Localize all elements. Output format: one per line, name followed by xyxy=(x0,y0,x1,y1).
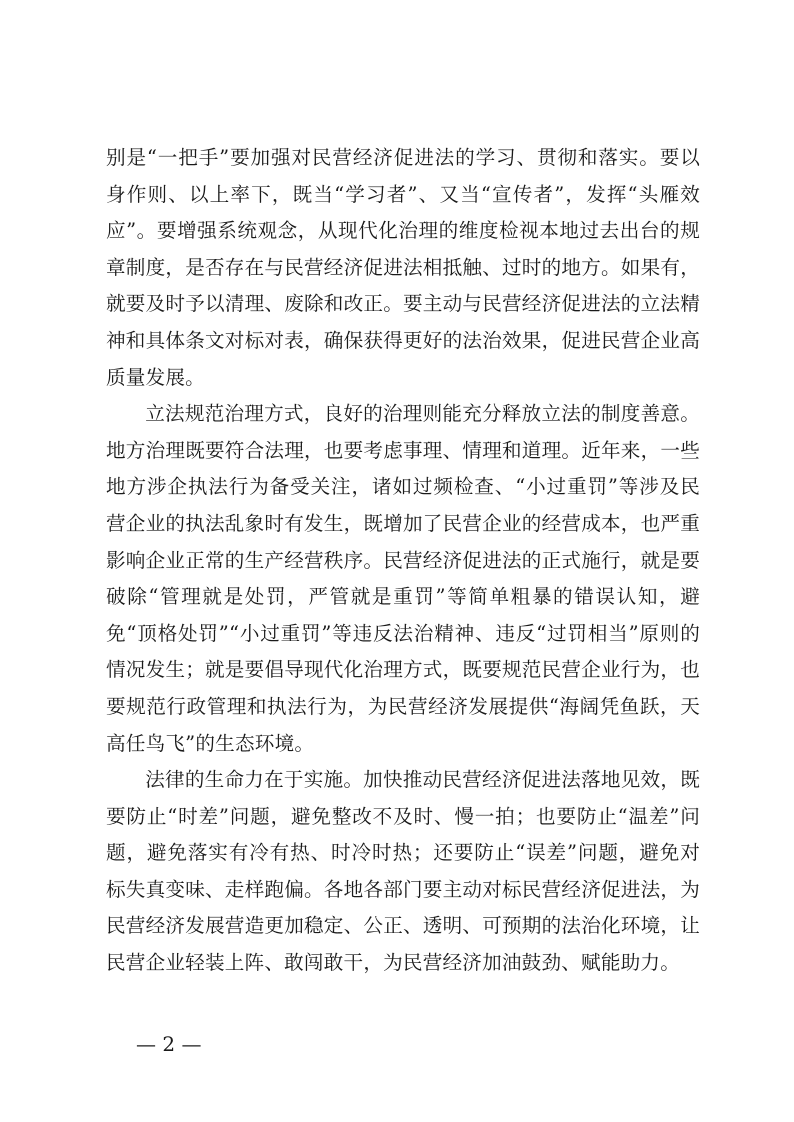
paragraph-continuation: 别是“一把手”要加强对民营经济促进法的学习、贯彻和落实。要以身作则、以上率下，既当“学习者”、又当“宣传者”，发挥“头雁效应”。要增强系统观念，从现代化治理的维度检视本地过去出台的规章制度，是否存在与民营经济促进法相抵触、过时的地方。如果有，就要及时予以清理、废除和改正。要主动与民营经济促进法的立法精神和具体条文对标对表，确保获得更好的法治效果，促进民营企业高质量发展。 xyxy=(106,146,700,389)
paragraph-governance: 立法规范治理方式，良好的治理则能充分释放立法的制度善意。地方治理既要符合法理，也要考虑事理、情理和道理。近年来，一些地方涉企执法行为备受关注，诸如过频检查、“小过重罚”等涉及民营企业的执法乱象时有发生，既增加了民营企业的经营成本，也严重影响企业正常的生产经营秩序。民营经济促进法的正式施行，就是要破除“管理就是处罚，严管就是重罚”等简单粗暴的错误认知，避免“顶格处罚”“小过重罚”等违反法治精神、违反“过罚相当”原则的情况发生；就是要倡导现代化治理方式，既要规范民营企业行为，也要规范行政管理和执法行为，为民营经济发展提供“海阔凭鱼跃，天高任鸟飞”的生态环境。 xyxy=(106,402,700,755)
page-number: — 2 — xyxy=(136,1032,202,1056)
document-body xyxy=(106,140,700,982)
paragraph-implementation: 法律的生命力在于实施。加快推动民营经济促进法落地见效，既要防止“时差”问题，避免整改不及时、慢一拍；也要防止“温差”问题，避免落实有冷有热、时冷时热；还要防止“误差”问题，避免对标失真变味、走样跑偏。各地各部门要主动对标民营经济促进法，为民营经济发展营造更加稳定、公正、透明、可预期的法治化环境，让民营企业轻装上阵、敢闯敢干，为民营经济加油鼓劲、赋能助力。 xyxy=(106,768,700,975)
